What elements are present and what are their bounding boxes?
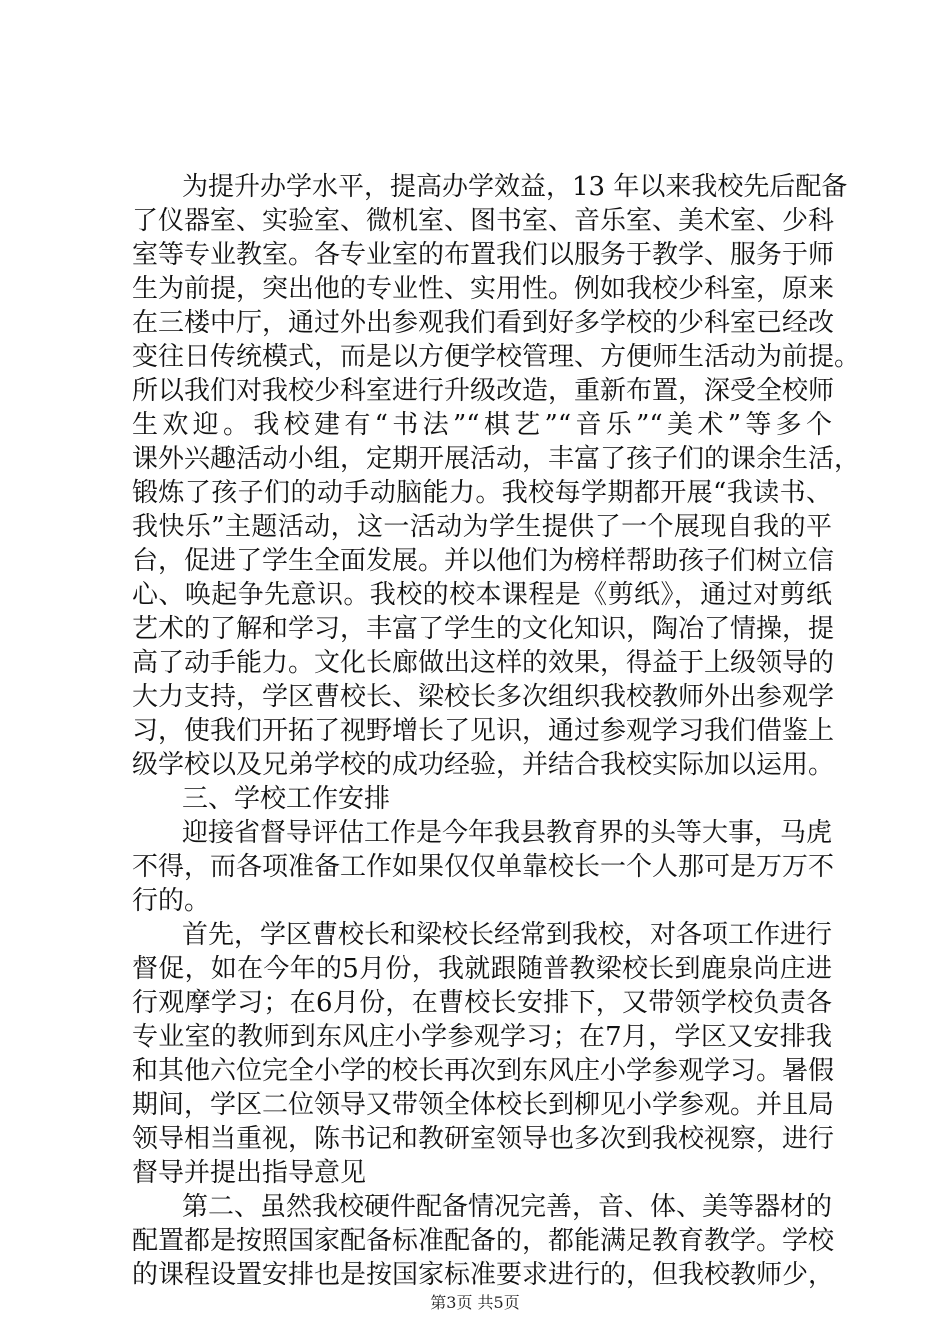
paragraph-line: 我快乐”主题活动，这一活动为学生提供了一个展现自我的平 xyxy=(132,512,832,542)
paragraph-line: 领导相当重视，陈书记和教研室领导也多次到我校视察，进行 xyxy=(132,1124,835,1154)
paragraph-line: 心、唤起争先意识。我校的校本课程是《剪纸》，通过对剪纸 xyxy=(132,580,832,610)
paragraph-line: 行观摩学习；在6月份，在曹校长安排下，又带领学校负责各 xyxy=(132,988,832,1018)
paragraph-line: 习，使我们开拓了视野增长了见识，通过参观学习我们借鉴上 xyxy=(132,716,835,746)
page-number-footer: 第3页 共5页 xyxy=(430,1293,520,1312)
paragraph-line: 首先，学区曹校长和梁校长经常到我校，对各项工作进行 xyxy=(182,920,833,950)
paragraph-line: 锻炼了孩子们的动手动脑能力。我校每学期都开展“我读书、 xyxy=(132,478,832,508)
paragraph-line: 生为前提，突出他的专业性、实用性。例如我校少科室，原来 xyxy=(132,274,835,304)
paragraph-line: 大力支持，学区曹校长、梁校长多次组织我校教师外出参观学 xyxy=(132,682,835,712)
document-body xyxy=(132,170,861,1292)
paragraph-line: 在三楼中厅，通过外出参观我们看到好多学校的少科室已经改 xyxy=(132,308,835,338)
paragraph-line: 迎接省督导评估工作是今年我县教育界的头等大事，马虎 xyxy=(182,818,833,848)
paragraph-line: 期间，学区二位领导又带领全体校长到柳见小学参观。并且局 xyxy=(132,1090,835,1120)
paragraph-line: 台，促进了学生全面发展。并以他们为榜样帮助孩子们树立信 xyxy=(132,546,835,576)
paragraph-line: 不得，而各项准备工作如果仅仅单靠校长一个人那可是万万不 xyxy=(132,852,835,882)
paragraph-line: 变往日传统模式，而是以方便学校管理、方便师生活动为前提。 xyxy=(132,342,861,372)
paragraph-line: 为提升办学水平，提高办学效益，13 年以来我校先后配备 xyxy=(182,172,848,202)
paragraph-line: 专业室的教师到东风庄小学参观学习；在7月，学区又安排我 xyxy=(132,1022,832,1052)
paragraph-line: 行的。 xyxy=(132,886,211,916)
section-heading: 三、学校工作安排 xyxy=(182,784,391,814)
paragraph-line: 生欢迎。我校建有“书法”“棋艺”“音乐”“美术”等多个 xyxy=(132,410,832,440)
paragraph-line: 高了动手能力。文化长廊做出这样的效果，得益于上级领导的 xyxy=(132,648,835,678)
paragraph-line: 配置都是按照国家配备标准配备的，都能满足教育教学。学校 xyxy=(132,1226,835,1256)
paragraph-line: 督促，如在今年的5月份，我就跟随普教梁校长到鹿泉尚庄进 xyxy=(132,954,832,984)
paragraph-line: 课外兴趣活动小组，定期开展活动，丰富了孩子们的课余生活， xyxy=(132,444,861,474)
paragraph-line: 了仪器室、实验室、微机室、图书室、音乐室、美术室、少科 xyxy=(132,206,835,236)
paragraph-line: 第二、虽然我校硬件配备情况完善，音、体、美等器材的 xyxy=(182,1192,833,1222)
paragraph-line: 和其他六位完全小学的校长再次到东风庄小学参观学习。暑假 xyxy=(132,1056,835,1086)
paragraph-line: 督导并提出指导意见 xyxy=(132,1158,367,1188)
paragraph-line: 的课程设置安排也是按国家标准要求进行的，但我校教师少， xyxy=(132,1260,835,1290)
paragraph-line: 级学校以及兄弟学校的成功经验，并结合我校实际加以运用。 xyxy=(132,750,835,780)
paragraph-line: 艺术的了解和学习，丰富了学生的文化知识，陶冶了情操，提 xyxy=(132,614,835,644)
paragraph-line: 室等专业教室。各专业室的布置我们以服务于教学、服务于师 xyxy=(132,240,835,270)
paragraph-line: 所以我们对我校少科室进行升级改造，重新布置，深受全校师 xyxy=(132,376,835,406)
